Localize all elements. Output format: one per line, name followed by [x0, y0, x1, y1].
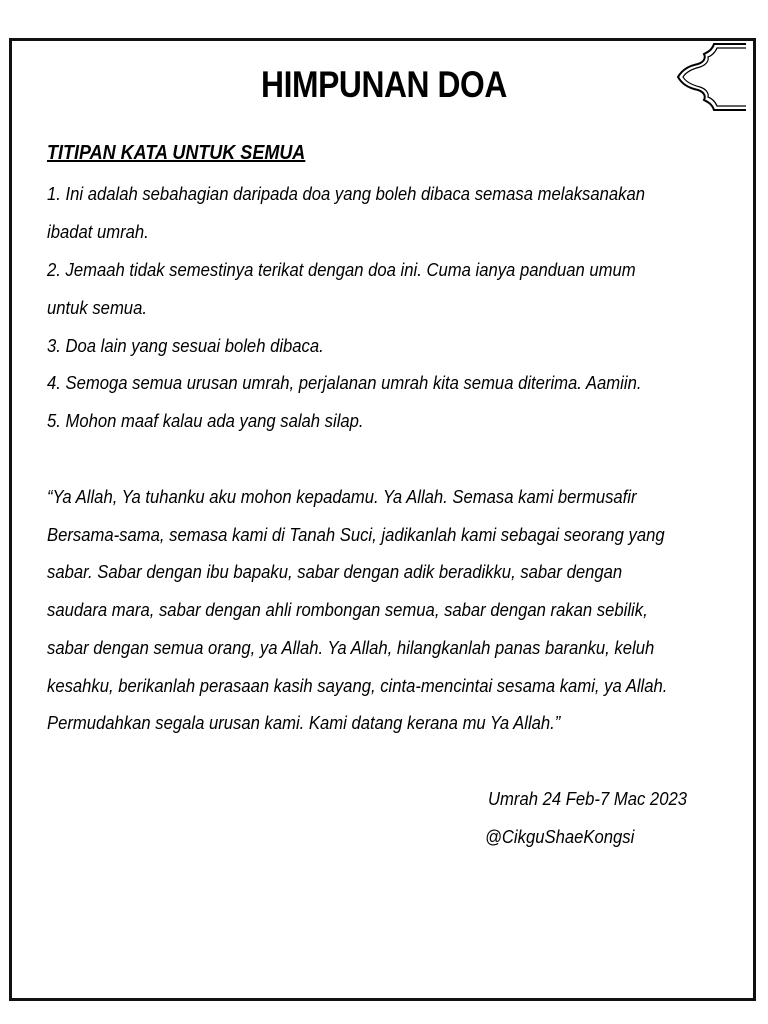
document-title: HIMPUNAN DOA	[261, 64, 507, 105]
prayer-line: kesahku, berikanlah perasaan kasih sayang, cinta-mencintai sesama kami, ya Allah.	[47, 675, 668, 696]
note-line: 1. Ini adalah sebahagian daripada doa yang boleh dibaca semasa melaksanakan	[47, 183, 645, 204]
note-line: 3. Doa lain yang sesuai boleh dibaca.	[47, 335, 324, 356]
signature-date: Umrah 24 Feb-7 Mac 2023	[488, 788, 687, 809]
signature-handle: @CikguShaeKongsi	[485, 826, 635, 847]
note-line: 2. Jemaah tidak semestinya terikat dengan doa ini. Cuma ianya panduan umum	[47, 259, 636, 280]
prayer-line: Bersama-sama, semasa kami di Tanah Suci, jadikanlah kami sebagai seorang yang	[47, 524, 665, 545]
note-line: 4. Semoga semua urusan umrah, perjalanan umrah kita semua diterima. Aamiin.	[47, 372, 642, 393]
prayer-line: saudara mara, sabar dengan ahli rombongan semua, sabar dengan rakan sebilik,	[47, 599, 648, 620]
section-heading: TITIPAN KATA UNTUK SEMUA	[47, 142, 306, 164]
prayer-line: Permudahkan segala urusan kami. Kami datang kerana mu Ya Allah.”	[47, 712, 561, 733]
note-line: 5. Mohon maaf kalau ada yang salah silap.	[47, 410, 364, 431]
prayer-line: sabar. Sabar dengan ibu bapaku, sabar dengan adik beradikku, sabar dengan	[47, 561, 623, 582]
prayer-line: sabar dengan semua orang, ya Allah. Ya Allah, hilangkanlah panas baranku, keluh	[47, 637, 655, 658]
note-line: ibadat umrah.	[47, 221, 149, 242]
note-line: untuk semua.	[47, 297, 147, 318]
prayer-line: “Ya Allah, Ya tuhanku aku mohon kepadamu. Ya Allah. Semasa kami bermusafir	[47, 486, 637, 507]
